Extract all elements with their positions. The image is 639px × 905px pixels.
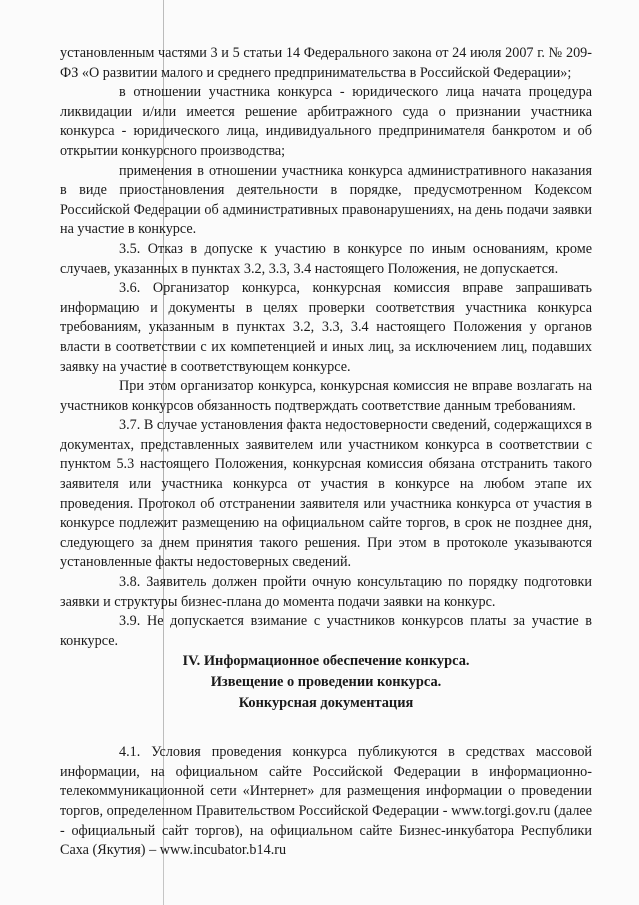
paragraph-3-5: 3.5. Отказ в допуске к участию в конкурсе по иным основаниям, кроме случаев, указанных в пунктах 3.2, 3.3, 3.4 настоящего Положения, не допускается.	[60, 240, 592, 277]
paragraph-3-6-note: При этом организатор конкурса, конкурсная комиссия не вправе возлагать на участников конкурсов обязанность подтверждать соответствие данным требованиям.	[60, 378, 592, 414]
paragraph-3-9: 3.9. Не допускается взимание с участников конкурсов платы за участие в конкурсе.	[60, 613, 592, 649]
paragraph-3-7: 3.7. В случае установления факта недостоверности сведений, содержащихся в документах, представленных заявителем или участником конкурса в соответствии с пунктом 5.3 настоящего Положения, конкурсная комиссия обязана отстранить такого заявителя или участника конкурса от участия в конкурсе на любом этапе их проведения. Протокол об отстранении заявителя или участника конкурса от участия в конкурсе подлежит размещению на официальном сайте торгов, в срок не позднее дня, следующего за днем принятия такого решения. При этом в протоколе указываются установленные факты недостоверных сведений.	[60, 417, 592, 571]
section-heading-line-3: Конкурсная документация	[238, 694, 414, 711]
paragraph-law-reference: установленным частями 3 и 5 статьи 14 Федерального закона от 24 июля 2007 г. № 209-ФЗ «О развитии малого и среднего предпринимательства в Российской Федерации»;	[60, 45, 592, 81]
paragraph-liquidation: в отношении участника конкурса - юридического лица начата процедура ликвидации и/или имеется решение арбитражного суда о признании участника конкурса - юридического лица, индивидуального предпринимателя банкротом и об открытии конкурсного производства;	[60, 84, 592, 159]
paragraph-4-1: 4.1. Условия проведения конкурса публикуются в средствах массовой информации, на официальном сайте Российской Федерации в информационно-телекоммуникационной сети «Интернет» для размещения информации о проведении торгов, определенном Правительством Российской Федерации - www.torgi.gov.ru (далее - официальный сайт торгов), на официальном сайте Бизнес-инкубатора Республики Саха (Якутия) – www.incubator.b14.ru	[60, 744, 592, 859]
section-heading-line-1: IV. Информационное обеспечение конкурса.	[182, 653, 470, 670]
section-spacer	[60, 713, 592, 743]
paragraph-3-6: 3.6. Организатор конкурса, конкурсная комиссия вправе запрашивать информацию и документы в целях проверки соответствия участника конкурса требованиям, указанным в пунктах 3.2, 3.3, 3.4 настоящего Положения у органов власти в соответствии с их компетенцией и иных лиц, за исключением лиц, подавших заявку на участие в соответствующем конкурсе.	[60, 280, 592, 375]
document-body	[60, 44, 592, 861]
paragraph-3-8: 3.8. Заявитель должен пройти очную консультацию по порядку подготовки заявки и структуры бизнес-плана до момента подачи заявки на конкурс.	[60, 574, 592, 610]
section-heading-line-2: Извещение о проведении конкурса.	[210, 674, 442, 690]
paragraph-administrative-penalty: применения в отношении участника конкурса административного наказания в виде приостановления деятельности в порядке, предусмотренном Кодексом Российской Федерации об административных правонарушениях, на день подачи заявки на участие в конкурсе.	[60, 162, 592, 238]
